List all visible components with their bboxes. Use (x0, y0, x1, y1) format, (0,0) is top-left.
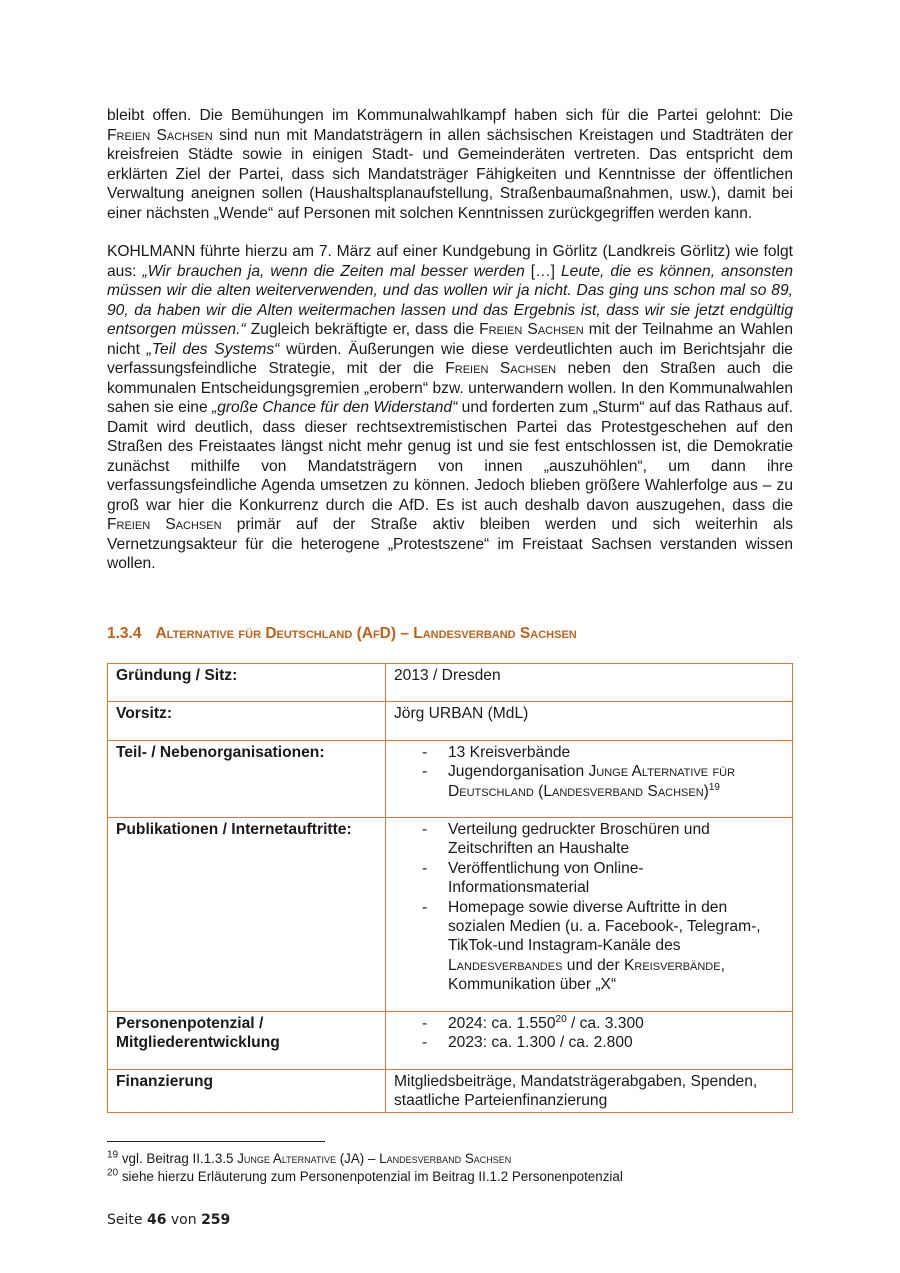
quote: „Wir brauchen ja, wenn die Zeiten mal besser werden (142, 262, 525, 280)
section-number: 1.3.4 (107, 625, 142, 642)
potential-value (386, 1011, 793, 1069)
quote: Leute, die es können, ansonsten müssen wir die alten weiterverwenden, und das wollen wir ja nicht. Das ging uns schon mal so 89, 90, da haben wir die Alten weitermachen lassen und das Ergebnis ist, dass wir sie jetzt endgültig entsorgen müssen.“ (107, 262, 793, 338)
list-item: - 13 Kreisverbände (394, 743, 784, 762)
founding-label: Gründung / Sitz: (108, 664, 386, 702)
orgs-list (394, 743, 784, 801)
pubs-value (386, 818, 793, 1012)
quote: „große Chance für den Widerstand“ (212, 399, 458, 416)
fact-table (107, 663, 793, 1113)
table-row (108, 1011, 793, 1069)
footnotes (107, 1150, 623, 1186)
list-item: - Veröffentlichung von Online-Informationsmaterial (394, 859, 784, 898)
finance-label: Finanzierung (108, 1069, 386, 1113)
footnote-divider (107, 1141, 325, 1142)
finance-value: Mitgliedsbeiträge, Mandatsträgerabgaben, Spenden, staatliche Parteienfinanzierung (386, 1069, 793, 1113)
potential-list (394, 1014, 784, 1053)
founding-value: 2013 / Dresden (386, 664, 793, 702)
chair-value: Jörg URBAN (MdL) (386, 702, 793, 740)
orgs-label: Teil- / Nebenorganisationen: (108, 740, 386, 817)
table-row (108, 740, 793, 817)
pubs-list (394, 820, 784, 995)
table-row (108, 702, 793, 740)
quote: „Teil des Systems“ (146, 340, 280, 358)
table-row (108, 1069, 793, 1113)
footnote-19: $^{19}$ vgl. Beitrag II.1.3.5 Junge Alternative (JA) – Landesverband Sachsen (107, 1149, 512, 1166)
paragraph-2: KOHLMANN führte hierzu am 7. März auf einer Kundgebung in Görlitz (Landkreis Görlitz) wie folgt aus: „Wir brauchen ja, wenn die Zeiten mal besser werden […] Leute, die es können, ansonsten müssen wir die alten weiterverwenden, und das wollen wir ja nicht. Das ging uns schon mal so 89, 90, da haben wir die Alten weitermachen lassen und das Ergebnis ist, dass wir sie jetzt endgültig entsorgen müssen.“ Zugleich bekräftigte er, dass die Freien Sachsen mit der Teilnahme an Wahlen nicht „Teil des Systems“ würden. Äußerungen wie diese verdeutlichten auch im Berichtsjahr die verfassungsfeindliche Strategie, mit der die Freien Sachsen neben den Straßen auch die kommunalen Entscheidungsgremien „erobern“ bzw. unterwandern wollen. In den Kommunalwahlen sahen sie eine „große Chance für den Widerstand“ und forderten zum „Sturm“ auf das Rathaus auf. Damit wird deutlich, dass dieser rechtsextremistischen Partei das Protestgeschehen auf den Straßen des Freistaates längst nicht mehr genug ist und sie fest entschlossen ist, die Demokratie zunächst mithilfe von Mandatsträgern von innen „auszuhöhlen“, um dann ihre verfassungsfeindliche Agenda umsetzen zu können. Jedoch blieben größere Wahlerfolge aus – zu groß war hier die Konkurrenz durch die AfD. Es ist auch deshalb davon auszugehen, dass die Freien Sachsen primär auf der Straße aktiv bleiben werden und sich weiterhin als Vernetzungsakteur für die heterogene „Protestszene“ im Freistaat Sachsen verstanden wissen wollen. (107, 243, 794, 572)
list-item: - Homepage sowie diverse Auftritte in den sozialen Medien (u. a. Facebook-, Telegram-, TikTok-und Instagram-Kanäle des Landesverbandes und der Kreisverbände, Kommunikation über „X“ (394, 898, 784, 995)
footnote-20: $^{20}$ siehe hierzu Erläuterung zum Personenpotenzial im Beitrag II.1.2 Personenpotenzial (107, 1167, 623, 1184)
chair-label: Vorsitz: (108, 702, 386, 740)
section-title: Alternative für Deutschland (AfD) – Landesverband Sachsen (155, 625, 577, 642)
orgs-value (386, 740, 793, 817)
list-item: - Verteilung gedruckter Broschüren und Zeitschriften an Haushalte (394, 820, 784, 859)
list-item: - Jugendorganisation Junge Alternative für Deutschland (Landesverband Sachsen)$^{19}$ (394, 762, 784, 801)
list-item: - 2024: ca. 1.550$^{20}$ / ca. 3.300 (394, 1014, 784, 1033)
footnote-ref[interactable]: 20 (555, 1013, 567, 1025)
list-item: - 2023: ca. 1.300 / ca. 2.800 (394, 1033, 784, 1052)
footnote-ref[interactable]: 19 (708, 781, 720, 793)
page-number: Seite 46 von 259 (107, 1212, 231, 1228)
body-text (107, 106, 793, 574)
table-row (108, 664, 793, 702)
paragraph-1: bleibt offen. Die Bemühungen im Kommunalwahlkampf haben sich für die Partei gelohnt: Die Freien Sachsen sind nun mit Mandatsträgern in allen sächsischen Kreistagen und Stadträten der kreisfreien Städte sowie in einigen Stadt- und Gemeinderäten vertreten. Das entspricht dem erklärten Ziel der Partei, dass sich Mandatsträger Fähigkeiten und Kenntnisse der öffentlichen Verwaltung aneignen sollen (Haushaltsplanaufstellung, Straßenbaumaßnahmen, usw.), damit bei einer nächsten „Wende“ auf Personen mit solchen Kenntnissen zurückgegriffen werden kann. (107, 107, 794, 222)
table-row (108, 818, 793, 1012)
pubs-label: Publikationen / Internetauftritte: (108, 818, 386, 1012)
section-heading (107, 625, 577, 643)
potential-label: Personenpotenzial / Mitgliederentwicklung (108, 1011, 386, 1069)
